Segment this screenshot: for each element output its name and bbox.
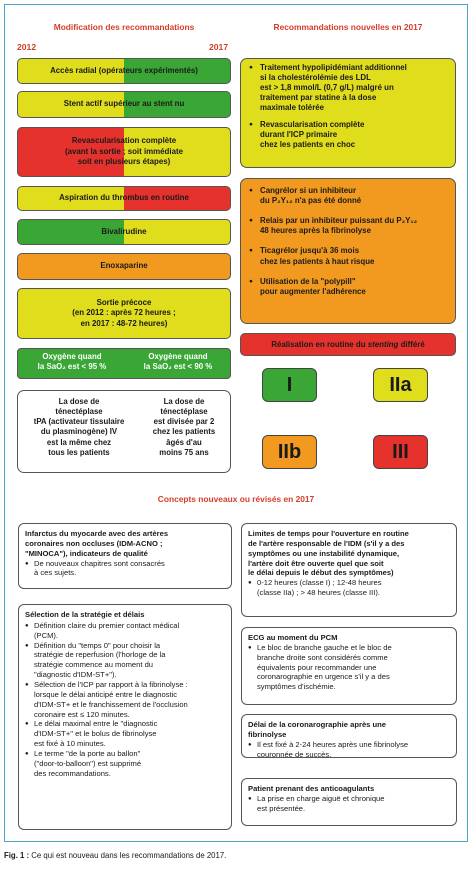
list-item: ● Définition du "temps 0" pour choisir la stratégie de reperfusion (l'horloge de la stratégie commence au moment du "diagnostic d'IDM-ST+"). [25,641,225,680]
new-yellow-list [247,63,449,150]
concepts-title: Concepts nouveaux ou révisés en 2017 [157,494,315,504]
concept-delai-coronarographie [241,714,457,758]
list-item: ● Utilisation de la "polypill" pour augmenter l'adhérence [247,277,449,297]
class-label: IIb [277,440,302,463]
list-item: ● De nouveaux chapitres sont consacrés à ces sujets. [25,559,225,579]
list-item: ● Relais par un inhibiteur puissant du P₂Y₁₂ 48 heures après la fibrinolyse [247,216,449,236]
list-item: ● Le bloc de branche gauche et le bloc de branche droite sont considérés comme équivalents pour recommander une coronarographie en urgence s'il y a des symptômes d'ischémie. [248,643,450,692]
concept-list [248,740,450,760]
concept-title: Patient prenant des anticoagulants [248,784,375,793]
box-text: Sortie précoce (en 2012 : après 72 heures ; en 2017 : 48-72 heures) [72,297,176,328]
red-box-text [271,340,424,349]
class-badge-I [262,368,317,402]
concept-list [25,559,225,579]
year-start: 2012 [17,42,37,52]
dose-2017: La dose de ténectéplase est divisée par 2 chez les patients âgés d'au moins 75 ans [152,397,216,457]
box-text: Accès radial (opérateurs expérimentés) [50,65,198,75]
box-text: Stent actif supérieur au stent nu [63,99,185,109]
class-label: IIa [389,373,412,396]
concept-idm-acno [18,523,232,589]
list-item: ● Cangrélor si un inhibiteur du P₂Y₁₂ n'a pas été donné [247,186,449,206]
box-oxygene [17,348,231,379]
class-badge-IIb [262,435,317,469]
list-item: ● Sélection de l'ICP par rapport à la fibrinolyse : lorsque le délai anticipé entre le diagnostic d'IDM-ST+ et le franchissement de l'occlusion coronaire est ≤ 120 minutes. [25,680,225,719]
box-stent-actif [17,91,231,118]
list-item: ● La prise en charge aiguë et chronique est présentée. [248,794,450,814]
list-item: ● Le terme "de la porte au ballon" ("door-to-balloon") est supprimé des recommandations. [25,749,225,779]
list-item: ● Ticagrélor jusqu'à 36 mois chez les patients à haut risque [247,246,449,266]
concept-list [248,794,450,814]
box-dose-tenecteplase [17,390,231,473]
box-acces-radial [17,58,231,84]
box-enoxaparine [17,253,231,280]
red-text-before: Réalisation en routine du [271,340,368,349]
red-text-after: différé [398,340,425,349]
list-item: ● Définition claire du premier contact médical (PCM). [25,621,225,641]
concept-title: Sélection de la stratégie et délais [25,610,145,619]
list-item: ● Le délai maximal entre le "diagnostic d'IDM-ST+" et le bolus de fibrinolyse est fixé à 10 minutes. [25,719,225,749]
box-new-orange [240,178,456,324]
list-item: ● Revascularisation complète durant l'ICP primaire chez les patients en choc [247,120,449,150]
class-label: I [286,373,293,396]
oxygen-2012: Oxygène quand la SaO₂ est < 95 % [37,352,107,372]
header-new-recommendations: Recommandations nouvelles en 2017 [273,22,423,32]
box-new-red [240,333,456,356]
list-item: ● 0-12 heures (classe I) ; 12-48 heures (classe IIa) ; > 48 heures (classe III). [248,578,450,598]
class-label: III [392,440,409,463]
concept-list [248,643,450,692]
box-sortie-precoce [17,288,231,339]
oxygen-2017: Oxygène quand la SaO₂ est < 90 % [143,352,213,372]
dose-2012: La dose de ténectéplase tPA (activateur tissulaire du plasminogène) IV est la même chez tous les patients [33,397,125,457]
box-text: Bivalirudine [101,226,147,236]
concept-title: Infarctus du myocarde avec des artères coronaires non occluses (IDM-ACNO ; "MINOCA"), indicateurs de qualité [25,529,169,558]
concept-list [248,578,450,598]
red-text-em: stenting [367,340,399,349]
box-text: Revascularisation complète (avant la sortie ; soit immédiate soit en plusieurs étapes) [65,136,183,167]
concept-anticoagulants [241,778,457,826]
new-orange-list [247,186,449,297]
class-badge-III [373,435,428,469]
box-text: Aspiration du thrombus en routine [59,193,189,203]
concept-ecg-pcm [241,627,457,705]
box-revascularisation [17,127,231,177]
caption-label: Fig. 1 : [4,851,30,860]
box-new-yellow [240,58,456,168]
box-aspiration-thrombus [17,186,231,211]
concept-strategie-delais [18,604,232,830]
concept-title: Délai de la coronarographie après une fibrinolyse [248,720,386,739]
figure-caption [4,851,226,860]
concept-limites-temps [241,523,457,617]
concept-title: Limites de temps pour l'ouverture en routine de l'artère responsable de l'IDM (s'il y a des symptômes ou une instabilité dynamique, l'artère doit être ouverte quel que soit le délai depuis le début des symptômes) [248,529,409,578]
list-item: ● Traitement hypolipidémiant additionnel si la cholestérolémie des LDL est > 1,8 mmol/L (0,7 g/L) malgré un traitement par statine à la dose maximale tolérée [247,63,449,114]
list-item: ● Il est fixé à 2-24 heures après une fibrinolyse couronnée de succès. [248,740,450,760]
box-bivalirudine [17,219,231,245]
concept-list [25,621,225,779]
concept-title: ECG au moment du PCM [248,633,338,642]
box-text: Enoxaparine [100,261,148,271]
year-end: 2017 [209,42,229,52]
caption-text: Ce qui est nouveau dans les recommandations de 2017. [29,851,227,860]
class-badge-IIa [373,368,428,402]
header-modifications: Modification des recommandations [53,22,195,32]
